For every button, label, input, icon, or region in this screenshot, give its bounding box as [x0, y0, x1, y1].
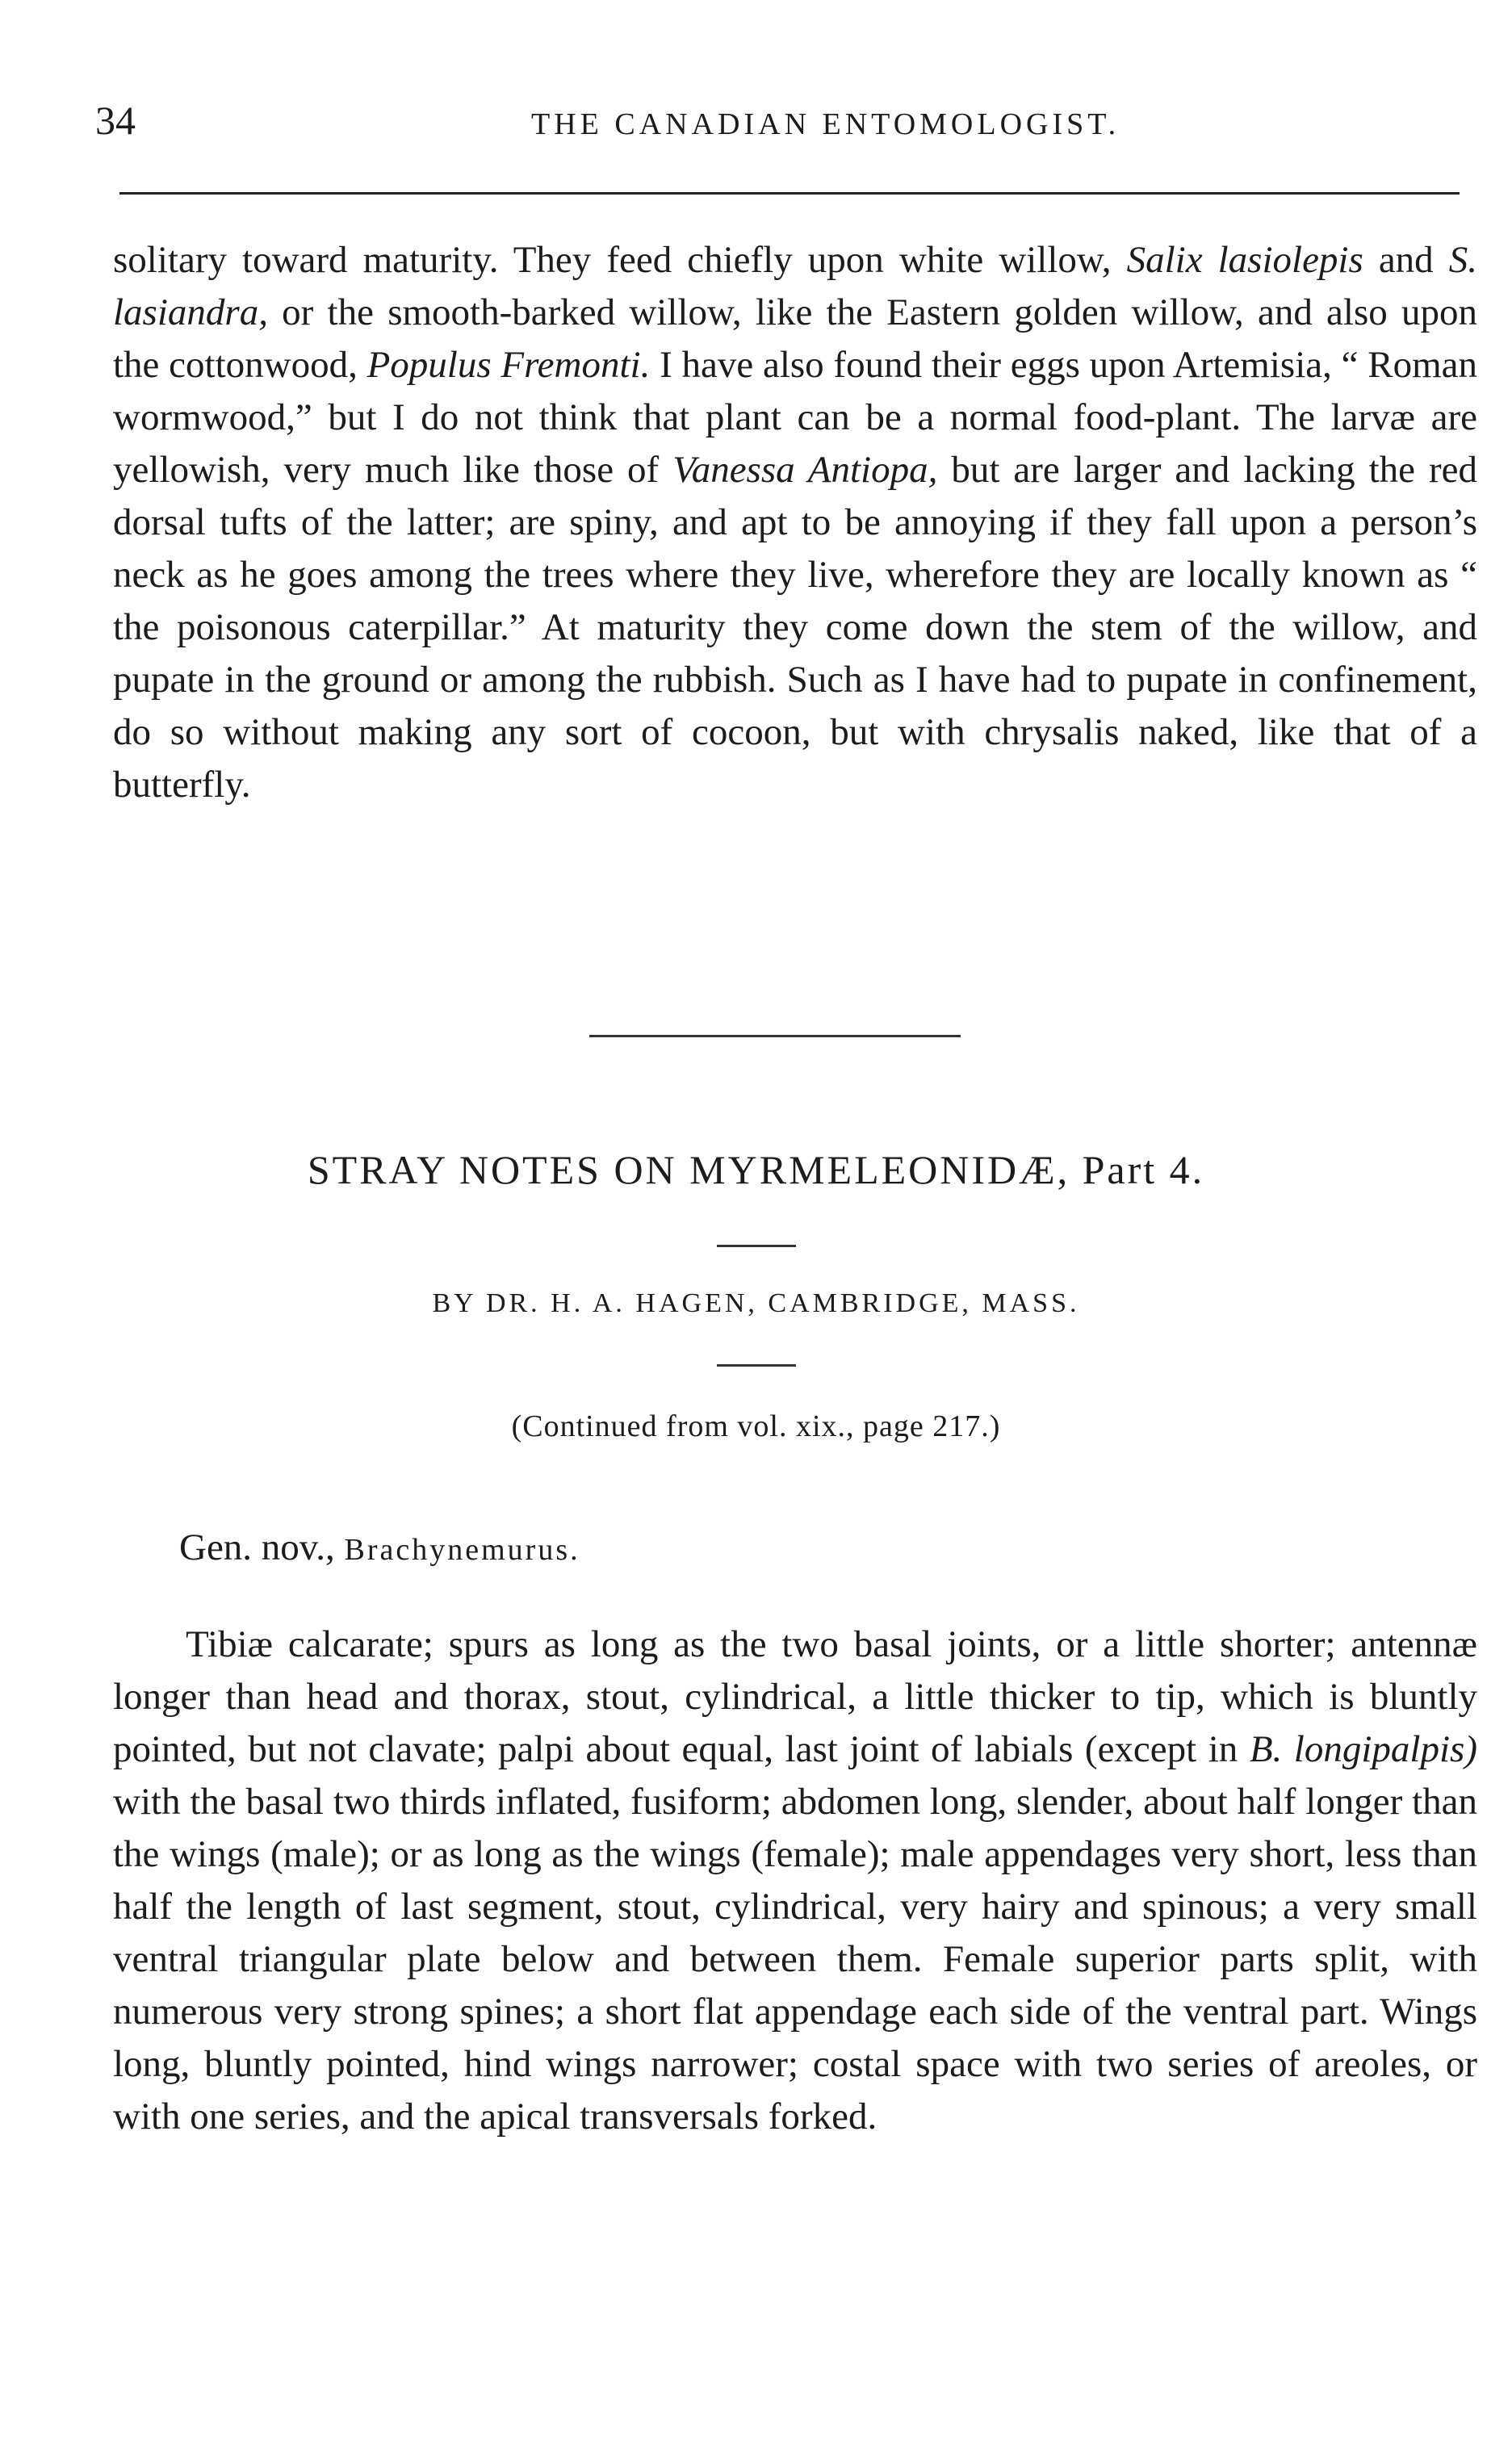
paragraph-text: and	[1363, 239, 1449, 281]
species-name: Populus Fremonti.	[366, 344, 651, 386]
byline-rule	[717, 1364, 796, 1367]
paragraph-text: I have also found their eggs upon Artemisia, “ Roman wormwood,” but I do not think that plant can be a normal food-plant. The larvæ are yellowish, very much like those of	[113, 344, 1478, 491]
page-number: 34	[95, 98, 136, 143]
title-rule	[717, 1245, 796, 1247]
paragraph-text: with the basal two thirds inflated, fusiform; abdomen long, slender, about half longer than the wings (male); or as long as the wings (female); male appendages very short, less than half the length of last segment, stout, cylindrical, very hairy and spinous; a very small ventral triangular plate below and between them. Female superior parts split, with numerous very strong spines; a short flat appendage each side of the ventral part. Wings long, bluntly pointed, hind wings narrower; costal space with two series of areoles, or with one series, and the apical transversals forked.	[113, 1781, 1477, 2138]
genus-name: Brachynemurus.	[344, 1533, 580, 1567]
paragraph-continued	[113, 234, 1477, 811]
article-title-text: STRAY NOTES ON MYRMELEONIDÆ,	[307, 1147, 1070, 1192]
paragraph-text: or the smooth-barked willow, like the Eastern golden willow, and also upon the cottonwood,	[113, 291, 1477, 386]
header-rule	[119, 192, 1460, 195]
article-title	[0, 1146, 1512, 1193]
running-head	[95, 97, 1476, 153]
species-name: Vanessa Antiopa,	[672, 449, 938, 491]
species-name: Salix lasiolepis	[1126, 239, 1363, 281]
species-name: B. longipalpis)	[1249, 1728, 1477, 1770]
byline: BY DR. H. A. HAGEN, CAMBRIDGE, MASS.	[432, 1288, 1080, 1318]
paragraph-text: but are larger and lacking the red dorsal tufts of the latter; are spiny, and apt to be annoying if they fall upon a person’s neck as he goes among the trees where they live, wherefore they are locally known as “ the poisonous caterpillar.” At maturity they come down the stem of the willow, and pupate in the ground or among the rubbish. Such as I have had to pupate in confinement, do so without making any sort of cocoon, but with chrysalis naked, like that of a butterfly.	[113, 449, 1478, 806]
genus-label: Gen. nov.,	[179, 1526, 335, 1568]
section-divider	[589, 1035, 961, 1037]
paragraph-text: Tibiæ calcarate; spurs as long as the two basal joints, or a little shorter; antennæ longer than head and thorax, stout, cylindrical, a little thicker to tip, which is bluntly pointed, but not clavate; palpi about equal, last joint of labials (except in	[113, 1623, 1477, 1770]
species-name: S. lasiandra,	[113, 239, 1477, 333]
continuation-note: (Continued from vol. xix., page 217.)	[511, 1409, 1001, 1443]
article-part: Part 4.	[1082, 1147, 1205, 1192]
genus-heading	[179, 1526, 580, 1569]
paragraph-text: solitary toward maturity. They feed chiefly upon white willow,	[113, 239, 1127, 281]
genus-description	[113, 1618, 1477, 2143]
journal-title: THE CANADIAN ENTOMOLOGIST.	[531, 107, 1120, 141]
